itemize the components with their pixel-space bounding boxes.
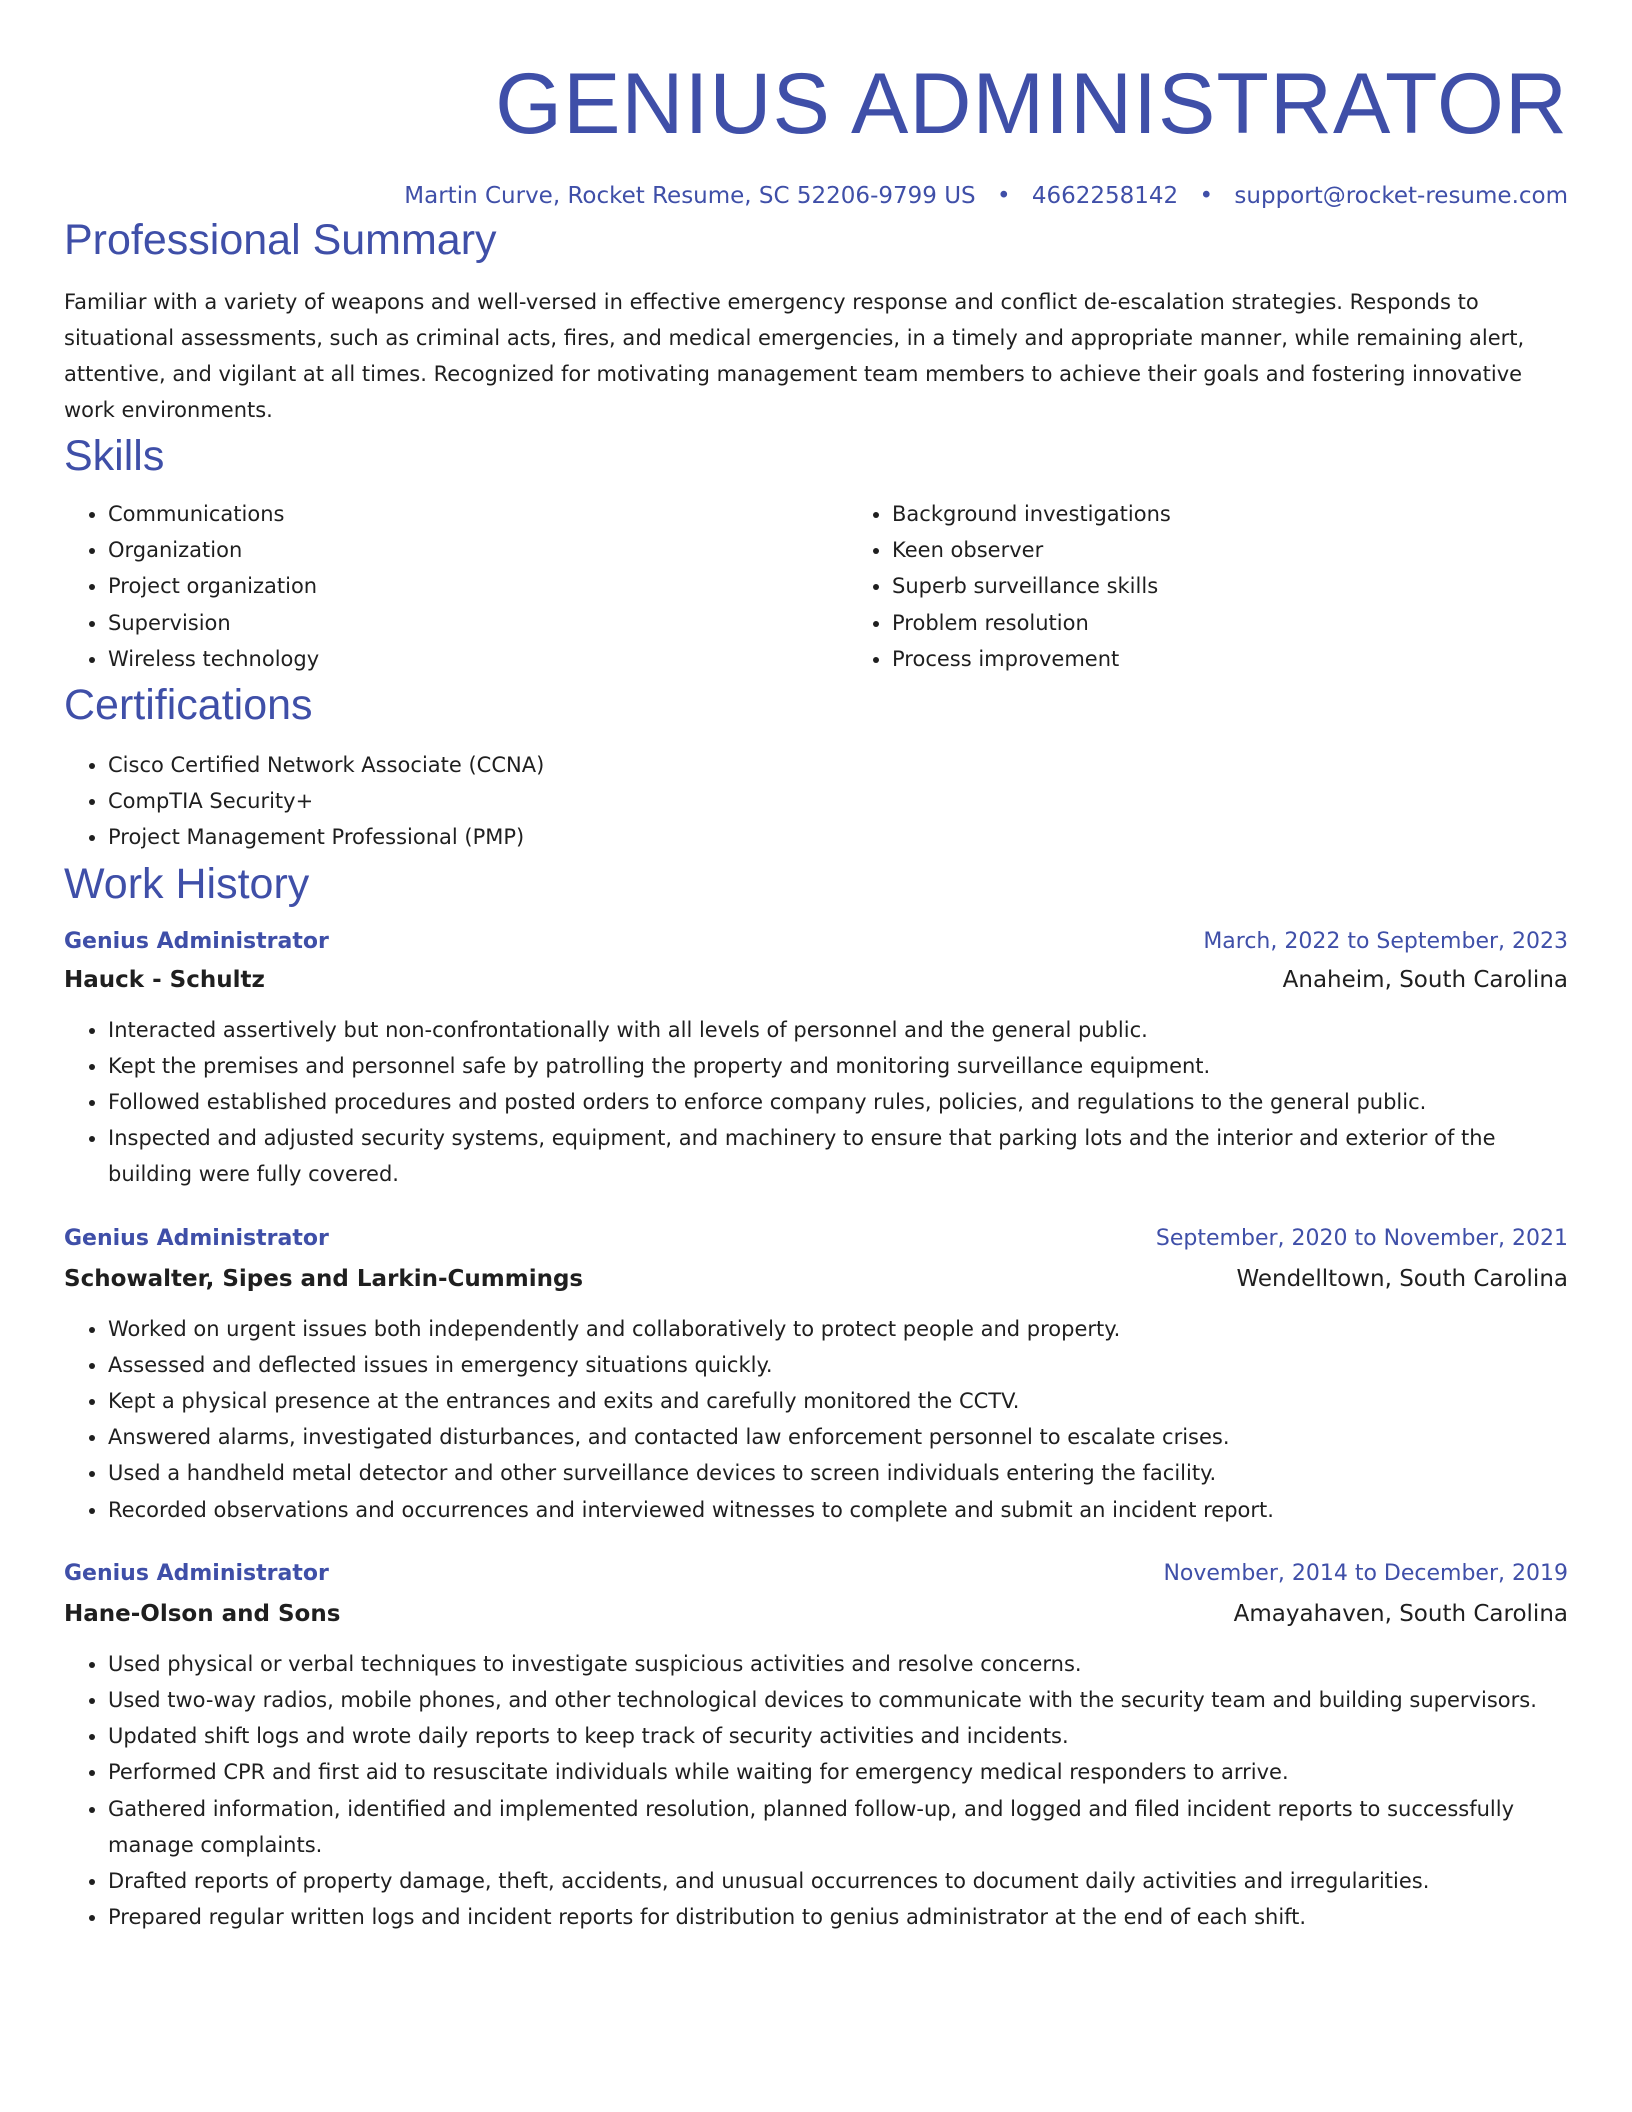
resume-page — [64, 0, 1568, 1935]
job-entry — [64, 1558, 1568, 1936]
skill-item: • Supervision — [108, 605, 848, 641]
skill-item: • Keen observer — [892, 532, 1632, 568]
job-bullet: • Answered alarms, investigated disturbances, and contacted law enforcement personnel to escalate crises. — [108, 1419, 1568, 1455]
job-company-row — [64, 964, 1568, 996]
candidate-name: GENIUS ADMINISTRATOR — [495, 56, 1568, 152]
skills-columns — [64, 496, 1568, 677]
job-bullet: • Worked on urgent issues both independently and collaboratively to protect people and property. — [108, 1311, 1568, 1347]
job-bullet: • Used two-way radios, mobile phones, and other technological devices to communicate with the security team and building supervisors. — [108, 1682, 1568, 1718]
skill-item: • Problem resolution — [892, 605, 1632, 641]
skills-heading: Skills — [64, 432, 165, 480]
job-company: Hauck - Schultz — [64, 966, 265, 993]
job-bullet: • Gathered information, identified and implemented resolution, planned follow-up, and logged and filed incident reports to successfully manage complaints. — [108, 1791, 1568, 1863]
job-company: Schowalter, Sipes and Larkin-Cummings — [64, 1265, 584, 1292]
skill-item: • Organization — [108, 532, 848, 568]
certification-item: • Project Management Professional (PMP) — [108, 819, 1568, 855]
skill-item: • Superb surveillance skills — [892, 568, 1632, 604]
skill-item: • Wireless technology — [108, 641, 848, 677]
skills-list-right — [848, 496, 1632, 677]
job-bullet: • Inspected and adjusted security systems, equipment, and machinery to ensure that parking lots and the interior and exterior of the building were fully covered. — [108, 1120, 1568, 1192]
certification-item: • CompTIA Security+ — [108, 783, 1568, 819]
contact-separator: • — [996, 183, 1011, 209]
contact-address: Martin Curve, Rocket Resume, SC 52206-9799 US — [404, 183, 976, 209]
work-history-heading: Work History — [64, 859, 310, 908]
job-dates: November, 2014 to December, 2019 — [1163, 1560, 1568, 1586]
contact-separator: • — [1199, 183, 1214, 209]
summary-heading: Professional Summary — [64, 216, 497, 264]
certification-item: • Cisco Certified Network Associate (CCNA) — [108, 747, 1568, 783]
job-title: Genius Administrator — [64, 928, 329, 954]
job-company: Hane-Olson and Sons — [64, 1600, 341, 1627]
job-dates: March, 2022 to September, 2023 — [1203, 928, 1568, 954]
certifications-list — [64, 747, 1568, 856]
job-bullets — [64, 1012, 1568, 1193]
job-bullet: • Updated shift logs and wrote daily reports to keep track of security activities and incidents. — [108, 1718, 1568, 1754]
job-company-row — [64, 1263, 1568, 1295]
job-bullets — [64, 1311, 1568, 1528]
job-bullet: • Assessed and deflected issues in emergency situations quickly. — [108, 1347, 1568, 1383]
job-header-row — [64, 926, 1568, 958]
job-entry — [64, 926, 1568, 1193]
job-header-row — [64, 1558, 1568, 1590]
job-bullets — [64, 1646, 1568, 1936]
contact-phone: 4662258142 — [1031, 183, 1179, 209]
job-location: Wendelltown, South Carolina — [1236, 1265, 1568, 1292]
skill-item: • Communications — [108, 496, 848, 532]
job-title: Genius Administrator — [64, 1560, 329, 1586]
job-dates: September, 2020 to November, 2021 — [1155, 1225, 1568, 1251]
skill-item: • Background investigations — [892, 496, 1632, 532]
job-bullet: • Prepared regular written logs and incident reports for distribution to genius administrator at the end of each shift. — [108, 1899, 1568, 1935]
contact-email: support@rocket-resume.com — [1234, 183, 1568, 209]
contact-line — [64, 180, 1568, 212]
job-title: Genius Administrator — [64, 1225, 329, 1251]
job-bullet: • Recorded observations and occurrences and interviewed witnesses to complete and submit an incident report. — [108, 1492, 1568, 1528]
skill-item: • Process improvement — [892, 641, 1632, 677]
summary-text: Familiar with a variety of weapons and well-versed in effective emergency response and conflict de-escalation strategies. Responds to situational assessments, such as criminal acts, fires, and medical emergencies, in a timely and appropriate manner, while remaining alert, attentive, and vigilant at all times. Recognized for motivating management team members to achieve their goals and fostering innovative work environments. — [64, 290, 1525, 422]
job-header-row — [64, 1223, 1568, 1255]
job-bullet: • Kept a physical presence at the entrances and exits and carefully monitored the CCTV. — [108, 1383, 1568, 1419]
job-company-row — [64, 1598, 1568, 1630]
job-bullet: • Followed established procedures and posted orders to enforce company rules, policies, and regulations to the general public. — [108, 1084, 1568, 1120]
job-bullet: • Drafted reports of property damage, theft, accidents, and unusual occurrences to document daily activities and irregularities. — [108, 1863, 1568, 1899]
job-location: Anaheim, South Carolina — [1282, 966, 1568, 993]
job-bullet: • Performed CPR and first aid to resuscitate individuals while waiting for emergency medical responders to arrive. — [108, 1754, 1568, 1790]
job-entry — [64, 1223, 1568, 1528]
job-bullet: • Used physical or verbal techniques to investigate suspicious activities and resolve concerns. — [108, 1646, 1568, 1682]
job-bullet: • Kept the premises and personnel safe by patrolling the property and monitoring surveillance equipment. — [108, 1048, 1568, 1084]
certifications-heading: Certifications — [64, 681, 313, 730]
job-bullet: • Used a handheld metal detector and other surveillance devices to screen individuals entering the facility. — [108, 1455, 1568, 1491]
job-location: Amayahaven, South Carolina — [1233, 1600, 1568, 1627]
job-bullet: • Interacted assertively but non-confrontationally with all levels of personnel and the general public. — [108, 1012, 1568, 1048]
skills-list-left — [64, 496, 848, 677]
skill-item: • Project organization — [108, 568, 848, 604]
